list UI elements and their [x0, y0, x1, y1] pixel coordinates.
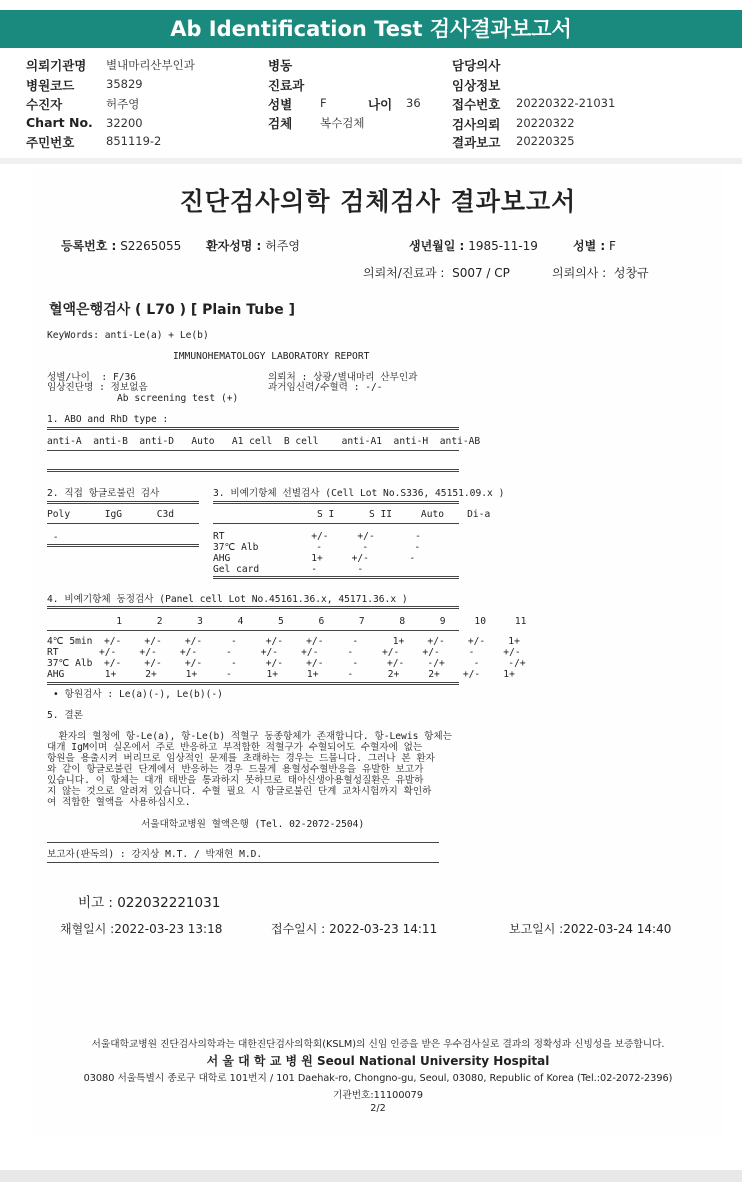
- header-row-receipt: [452, 95, 616, 113]
- screen-section-title: 3. 비예기항체 선별검사 (Cell Lot No.S336, 45151.09.x ): [213, 488, 505, 499]
- value-specimen: 복수검체: [320, 116, 365, 130]
- header-row-chart: [26, 115, 143, 130]
- divider: [47, 501, 199, 504]
- report-time: [509, 920, 671, 937]
- transfusion-history: 과거임신력/수혈력 : -/-: [268, 382, 383, 393]
- sex-age: 성별/나이 : F/36: [47, 372, 137, 383]
- note: [78, 891, 220, 911]
- label-dept: 진료과: [268, 78, 305, 93]
- value-sex: F: [320, 96, 327, 110]
- label-sex: 성별: [268, 97, 293, 112]
- receipt-time: [271, 920, 437, 937]
- conclusion-line: 대개 IgM이며 실온에서 주로 반응하고 부적합한 적혈구가 수혈되어도 수혈자에 없는: [47, 742, 423, 753]
- requesting-doctor-label: 의뢰의사 :: [552, 266, 607, 280]
- header-row-specimen: [268, 114, 365, 132]
- header-row-clinical: [452, 76, 500, 94]
- abo-section-title: 1. ABO and RhD type :: [47, 414, 169, 425]
- dat-value: -: [47, 532, 59, 543]
- label-receipt: 접수번호: [452, 97, 501, 112]
- header-row-dept: [268, 76, 304, 94]
- antigen-test: • 항원검사 : Le(a)(-), Le(b)(-): [53, 689, 223, 700]
- section-title: 혈액은행검사 ( L70 ) [ Plain Tube ]: [49, 302, 296, 318]
- conclusion-line: 있습니다. 이 항체는 대개 태반을 통과하지 못하므로 태아신생아용혈성질환은 유발하: [47, 775, 424, 786]
- conclusion-line: 지 않는 것으로 알려져 있습니다. 수혈 필요 시 항글로불린 단계 교차시험까지 확인하: [47, 786, 432, 797]
- divider: [47, 862, 439, 863]
- value-code: 35829: [106, 77, 143, 91]
- divider: [213, 523, 459, 524]
- patient-name: [206, 237, 300, 254]
- header-row-request: [452, 115, 575, 133]
- label-doctor: 담당의사: [452, 58, 501, 73]
- divider: [47, 427, 459, 430]
- page-number: 2/2: [370, 1103, 386, 1114]
- divider: [47, 523, 199, 524]
- registration-label: 등록번호 :: [61, 239, 117, 253]
- birth-date-label: 생년월일 :: [409, 239, 465, 253]
- certification-notice: 서울대학교병원 진단검사의학과는 대한진단검사의학회(KSLM)의 신임 인증을 받은 우수검사실로 결과의 정확성과 신빙성을 보증합니다.: [91, 1039, 665, 1050]
- header-row-code: [26, 76, 143, 94]
- requesting-doctor: [552, 264, 649, 281]
- header-row-sex: [268, 95, 327, 113]
- hospital-address: 03080 서울특별시 종로구 대학로 101번지 / 101 Daehak-ro, Chongno-gu, Seoul, 03080, Republic of Korea (Tel.:02-2072-2396): [83, 1073, 673, 1084]
- header-row-patient: [26, 95, 140, 113]
- divider: [213, 501, 459, 504]
- value-id: 851119-2: [106, 134, 162, 148]
- screen-row: Gel card - -: [213, 564, 364, 575]
- report-time-value: 2022-03-24 14:40: [563, 922, 672, 936]
- registration: [61, 237, 181, 254]
- panel-row: 4℃ 5min +/- +/- +/- - +/- +/- - 1+ +/- +/- 1+: [47, 636, 520, 647]
- divider: [213, 576, 459, 579]
- report-document: [33, 168, 723, 1136]
- abo-header: anti-A anti-B anti-D Auto A1 cell B cell anti-A1 anti-H anti-AB: [47, 436, 481, 447]
- banner-title: Ab Identification Test 검사결과보고서: [0, 10, 742, 48]
- divider: [47, 682, 459, 685]
- report-sex-value: F: [609, 239, 616, 253]
- divider: [47, 630, 459, 631]
- clinical-diagnosis: 임상진단명 : 정보없음: [47, 382, 148, 393]
- label-age: 나이: [368, 97, 393, 112]
- report-time-label: 보고일시 :: [509, 922, 564, 936]
- requesting-doctor-value: 성창규: [613, 266, 649, 280]
- institution-number: 기관번호:11100079: [332, 1090, 423, 1101]
- divider: [47, 544, 199, 547]
- requesting-hospital: 의뢰처 : 상광/별내마리 산부인과: [268, 372, 418, 383]
- value-receipt: 20220322-21031: [516, 96, 616, 110]
- conclusion-line: 항원을 용출시켜 버리므로 임상적인 문제를 초래하는 경우는 드뭅니다. 그러나 본 환자: [47, 753, 435, 764]
- value-request: 20220322: [516, 116, 575, 130]
- label-specimen: 검체: [268, 116, 293, 131]
- screen-row: AHG 1+ +/- -: [213, 553, 416, 564]
- label-patient: 수진자: [26, 97, 63, 112]
- birth-date-value: 1985-11-19: [468, 239, 538, 253]
- panel-row: AHG 1+ 2+ 1+ - 1+ 1+ - 2+ 2+ +/- 1+: [47, 669, 515, 680]
- collection-time: [60, 920, 222, 937]
- divider: [47, 450, 459, 451]
- note-label: 비고 :: [78, 895, 113, 911]
- report-sex-label: 성별 :: [573, 239, 606, 253]
- collection-time-value: 2022-03-23 13:18: [114, 922, 223, 936]
- dat-section-title: 2. 직접 항글로불린 검사: [47, 488, 160, 499]
- blood-bank: 서울대학교병원 혈액은행 (Tel. 02-2072-2504): [141, 819, 365, 830]
- divider: [47, 469, 459, 472]
- patient-name-label: 환자성명 :: [206, 239, 262, 253]
- label-clinical: 임상정보: [452, 78, 501, 93]
- label-report: 결과보고: [452, 135, 501, 150]
- screen-header: S I S II Auto Di-a: [213, 509, 491, 520]
- panel-section-title: 4. 비예기항체 동정검사 (Panel cell Lot No.45161.36.x, 45171.36.x ): [47, 594, 408, 605]
- registration-value: S2265055: [120, 239, 182, 253]
- separator: [0, 158, 742, 164]
- label-code: 병원코드: [26, 78, 75, 93]
- panel-header: 1 2 3 4 5 6 7 8 9 10 11: [47, 616, 527, 627]
- label-chart: Chart No.: [26, 115, 93, 130]
- keywords: KeyWords: anti-Le(a) + Le(b): [47, 330, 209, 341]
- header-row-age: [368, 95, 421, 113]
- note-value: 022032221031: [117, 895, 221, 911]
- bottom-bar: [0, 1170, 742, 1182]
- requesting-dept: [363, 264, 510, 281]
- report-title: 진단검사의학 검체검사 결과보고서: [179, 187, 577, 216]
- conclusion-line: 여 적합한 혈액을 사용하십시오.: [47, 797, 191, 808]
- conclusion-title: 5. 결론: [47, 710, 83, 721]
- screen-row: RT +/- +/- -: [213, 531, 421, 542]
- divider: [47, 606, 459, 609]
- receipt-time-value: 2022-03-23 14:11: [329, 922, 438, 936]
- value-age: 36: [406, 96, 421, 110]
- report-sex: [573, 237, 616, 254]
- lab-title: IMMUNOHEMATOLOGY LABORATORY REPORT: [173, 351, 370, 362]
- panel-row: 37℃ Alb +/- +/- +/- - +/- +/- - +/- -/+ - -/+: [47, 658, 526, 669]
- value-chart: 32200: [106, 116, 143, 130]
- header-row-doctor: [452, 56, 500, 74]
- birth-date: [409, 237, 538, 254]
- header-row-report: [452, 133, 575, 151]
- value-patient: 허주영: [106, 97, 140, 111]
- label-ward: 병동: [268, 58, 293, 73]
- conclusion-line: 와 같이 항글로불린 단계에서 반응하는 경우 드물게 용혈성수혈반응을 유발한 보고가: [47, 764, 424, 775]
- header-row-id: [26, 133, 162, 151]
- requesting-dept-value: S007 / CP: [452, 266, 510, 280]
- label-hospital: 의뢰기관명: [26, 58, 87, 73]
- screening-result: Ab screening test (+): [117, 393, 239, 404]
- header-row-ward: [268, 56, 292, 74]
- header-row-hospital: [26, 56, 195, 74]
- label-request: 검사의뢰: [452, 117, 501, 132]
- reporter: 보고자(판독의) : 강지상 M.T. / 박재현 M.D.: [47, 849, 263, 860]
- divider: [47, 842, 439, 843]
- collection-time-label: 채혈일시 :: [60, 922, 115, 936]
- receipt-time-label: 접수일시 :: [271, 922, 326, 936]
- value-hospital: 별내마리산부인과: [106, 58, 195, 72]
- requesting-dept-label: 의뢰처/진료과 :: [363, 266, 445, 280]
- screen-row: 37℃ Alb - - -: [213, 542, 421, 553]
- hospital-name: 서 울 대 학 교 병 원 Seoul National University Hospital: [206, 1054, 550, 1068]
- dat-header: Poly IgG C3d: [47, 509, 175, 520]
- panel-row: RT +/- +/- +/- - +/- +/- - +/- +/- - +/-: [47, 647, 521, 658]
- value-report: 20220325: [516, 134, 575, 148]
- patient-name-value: 허주영: [265, 239, 300, 253]
- label-id: 주민번호: [26, 135, 75, 150]
- conclusion-line: 환자의 혈청에 항-Le(a), 항-Le(b) 적혈구 동종항체가 존재합니다. 항-Lewis 항체는: [47, 731, 452, 742]
